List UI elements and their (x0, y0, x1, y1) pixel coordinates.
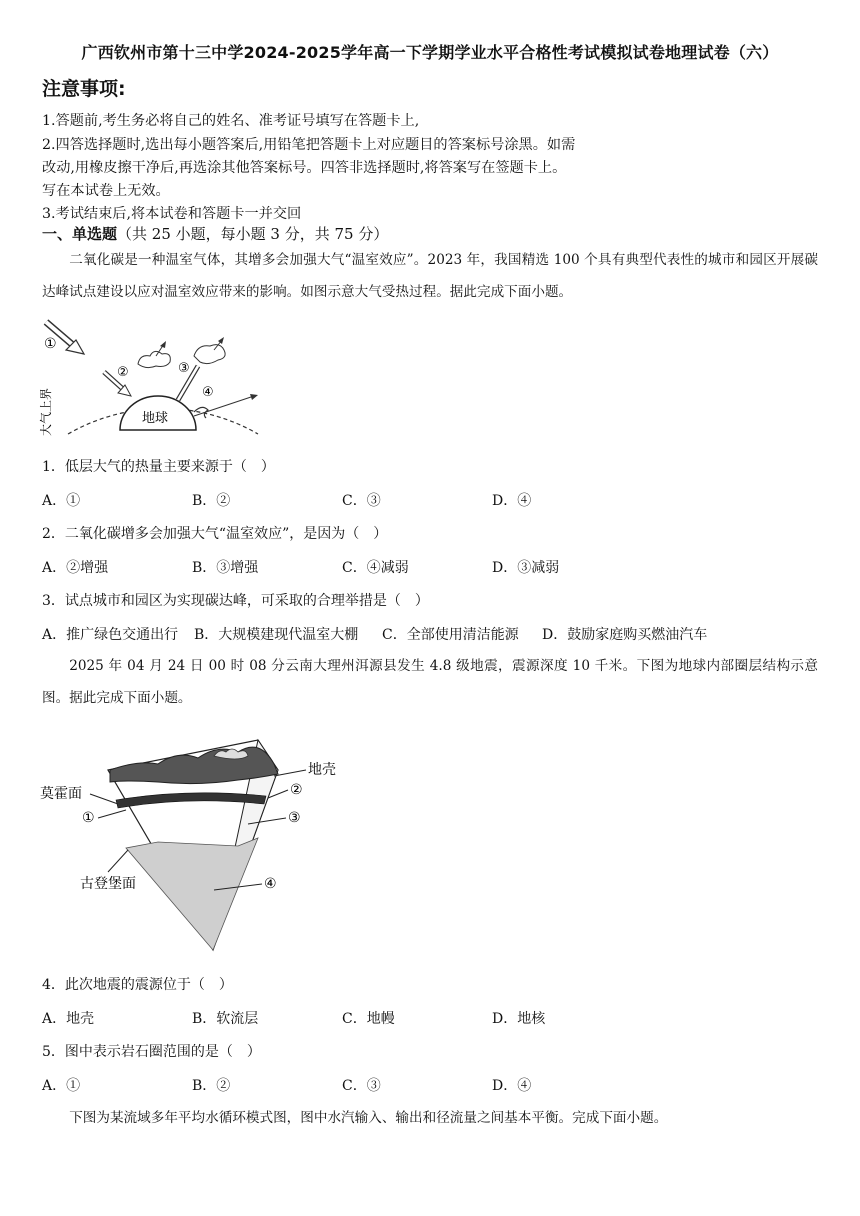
question-5-option-a[interactable]: A．① (42, 1078, 81, 1094)
question-2-stem: 2．二氧化碳增多会加强大气“温室效应”，是因为（ ） (42, 526, 388, 542)
question-1-stem: 1．低层大气的热量主要来源于（ ） (42, 459, 275, 475)
gutenberg-label: 古登堡面 (80, 876, 136, 892)
question-5-options (42, 1075, 531, 1095)
section-heading (42, 223, 388, 244)
atmosphere-heating-diagram (38, 316, 268, 441)
label-1: ① (82, 810, 95, 826)
label-2: ② (117, 365, 129, 380)
earth-interior-diagram (38, 730, 358, 960)
question-1-option-a[interactable]: A．① (42, 493, 81, 509)
cloud-icon (138, 351, 170, 367)
question-4-stem: 4．此次地震的震源位于（ ） (42, 977, 233, 993)
question-3-stem: 3．试点城市和园区为实现碳达峰，可采取的合理举措是（ ） (42, 593, 429, 609)
atmosphere-boundary-label: 大气上界 (39, 387, 53, 436)
question-4-option-a[interactable]: A．地壳 (42, 1011, 95, 1027)
question-3-option-a[interactable]: A．推广绿色交通出行 (42, 627, 179, 643)
question-3-option-c[interactable]: C．全部使用清洁能源 (382, 627, 519, 643)
question-2-options (42, 557, 559, 577)
question-5-option-b[interactable]: B．② (192, 1078, 231, 1094)
label-4: ④ (202, 385, 214, 400)
question-2-option-d[interactable]: D．③减弱 (492, 560, 560, 576)
question-stem-earthquake: 2025 年 04 月 24 日 00 时 08 分云南大理州洱源县发生 4.8 级地震，震源深度 10 千米。下图为地球内部圈层结构示意图。据此完成下面小题。 (42, 658, 818, 706)
question-5-option-c[interactable]: C．③ (342, 1078, 381, 1094)
question-2-option-b[interactable]: B．③增强 (192, 560, 259, 576)
label-1: ① (44, 336, 57, 352)
crust-label: 地壳 (308, 762, 336, 778)
exam-title: 广西钦州市第十三中学2024-2025学年高一下学期学业水平合格性考试模拟试卷地理试卷（六） (81, 43, 779, 62)
question-1-options (42, 490, 531, 510)
notice-line: 改动,用橡皮擦干净后,再选涂其他答案标号。四答非选择题时,将答案写在签题卡上。 (42, 160, 567, 176)
question-2-option-a[interactable]: A．②增强 (42, 560, 109, 576)
core-layer (126, 838, 258, 950)
question-5-option-d[interactable]: D．④ (492, 1078, 532, 1094)
question-stem-water-cycle: 下图为某流域多年平均水循环模式图，图中水汽输入、输出和径流量之间基本平衡。完成下面小题。 (69, 1110, 668, 1126)
arrow-4-icon (194, 407, 208, 418)
question-1-option-d[interactable]: D．④ (492, 493, 532, 509)
label-2: ② (290, 782, 303, 798)
question-4-options (42, 1008, 545, 1028)
question-1-option-b[interactable]: B．② (192, 493, 231, 509)
question-3-option-d[interactable]: D．鼓励家庭购买燃油汽车 (542, 627, 708, 643)
label-3: ③ (288, 810, 301, 826)
question-4-option-b[interactable]: B．软流层 (192, 1011, 259, 1027)
question-3-option-b[interactable]: B．大规模建现代温室大棚 (194, 627, 359, 643)
question-1-option-c[interactable]: C．③ (342, 493, 381, 509)
question-4-option-d[interactable]: D．地核 (492, 1011, 546, 1027)
notice-heading: 注意事项: (42, 78, 126, 100)
question-2-option-c[interactable]: C．④减弱 (342, 560, 409, 576)
cloud-icon (194, 345, 225, 364)
question-4-option-c[interactable]: C．地幔 (342, 1011, 395, 1027)
label-4: ④ (264, 876, 277, 892)
notice-line: 写在本试卷上无效。 (42, 183, 170, 199)
label-3: ③ (178, 361, 190, 376)
question-5-stem: 5．图中表示岩石圈范围的是（ ） (42, 1044, 261, 1060)
notice-line: 1.答题前,考生务必将自己的姓名、准考证号填写在答题卡上, (42, 113, 420, 129)
section-title: 一、单选题 (42, 225, 118, 243)
question-stem-intro: 二氧化碳是一种温室气体，其增多会加强大气“温室效应”。2023 年，我国精选 100 个具有典型代表性的城市和园区开展碳达峰试点建设以应对温室效应带来的影响。如图示意大气受热过程。据此完成下面小题。 (42, 252, 818, 300)
moho-label: 莫霍面 (40, 786, 82, 802)
earth-label: 地球 (142, 411, 169, 426)
notice-line: 3.考试结束后,将本试卷和答题卡一并交回 (42, 206, 302, 222)
question-3-options (42, 624, 707, 644)
section-desc: （共 25 小题，每小题 3 分，共 75 分） (117, 225, 389, 243)
notice-line: 2.四答选择题时,选出每小题答案后,用铅笔把答题卡上对应题目的答案标号涂黑。如需 (42, 137, 576, 153)
